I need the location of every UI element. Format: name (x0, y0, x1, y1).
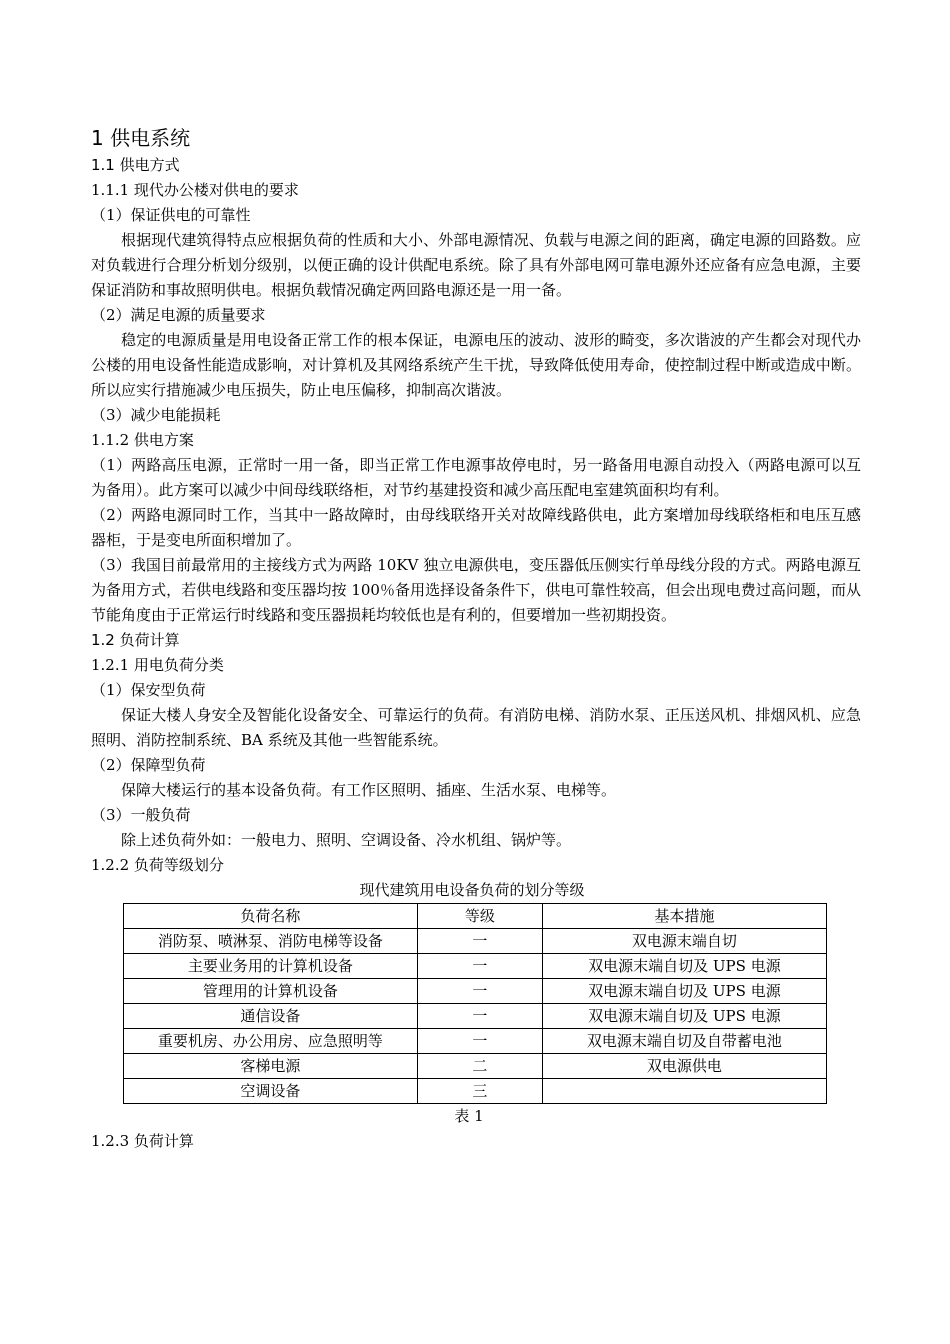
cell-load-name: 管理用的计算机设备 (124, 979, 418, 1004)
item-label: （2）保障型负荷 (91, 756, 206, 774)
header-grade: 等级 (417, 904, 542, 929)
cell-load-name: 主要业务用的计算机设备 (124, 954, 418, 979)
cell-load-name: 空调设备 (124, 1079, 418, 1104)
table-row (124, 929, 827, 954)
cell-grade: 一 (417, 1004, 542, 1029)
subsection-title: 1.1 供电方式 (91, 156, 180, 174)
table-row (124, 979, 827, 1004)
item-label: （2）满足电源的质量要求 (91, 306, 266, 324)
cell-load-name: 客梯电源 (124, 1054, 418, 1079)
cell-grade: 一 (417, 1029, 542, 1054)
table-header-row (124, 904, 827, 929)
table-footnote: 表 1 (454, 1107, 484, 1125)
table-row (124, 1004, 827, 1029)
cell-measure: 双电源末端自切及 UPS 电源 (542, 979, 826, 1004)
item-label: （1）保安型负荷 (91, 681, 206, 699)
cell-measure: 双电源末端自切及自带蓄电池 (542, 1029, 826, 1054)
table-row (124, 954, 827, 979)
table-row (124, 1054, 827, 1079)
cell-grade: 一 (417, 979, 542, 1004)
cell-grade: 一 (417, 929, 542, 954)
scheme-paragraph: （2）两路电源同时工作，当其中一路故障时，由母线联络开关对故障线路供电，此方案增加母线联络柜和电压互感器柜，于是变电所面积增加了。 (91, 506, 861, 549)
document-page (91, 124, 861, 1154)
item-body: 根据现代建筑得特点应根据负荷的性质和大小、外部电源情况、负载与电源之间的距离，确定电源的回路数。应对负载进行合理分析划分级别，以便正确的设计供配电系统。除了具有外部电网可靠电源外还应备有应急电源，主要保证消防和事故照明供电。根据负载情况确定两回路电源还是一用一备。 (91, 231, 861, 299)
subsubsection-title: 1.1.2 供电方案 (91, 431, 194, 449)
item-body: 保证大楼人身安全及智能化设备安全、可靠运行的负荷。有消防电梯、消防水泵、正压送风机、排烟风机、应急照明、消防控制系统、BA 系统及其他一些智能系统。 (91, 706, 861, 749)
cell-measure: 双电源末端自切及 UPS 电源 (542, 954, 826, 979)
scheme-paragraph: （1）两路高压电源，正常时一用一备，即当正常工作电源事故停电时，另一路备用电源自动投入（两路电源可以互为备用）。此方案可以减少中间母线联络柜，对节约基建投资和减少高压配电室建筑面积均有利。 (91, 456, 861, 499)
cell-grade: 一 (417, 954, 542, 979)
header-measure: 基本措施 (542, 904, 826, 929)
item-label: （3）减少电能损耗 (91, 406, 221, 424)
cell-load-name: 消防泵、喷淋泵、消防电梯等设备 (124, 929, 418, 954)
scheme-paragraph: （3）我国目前最常用的主接线方式为两路 10KV 独立电源供电，变压器低压侧实行单母线分段的方式。两路电源互为备用方式，若供电线路和变压器均按 100％备用选择设备条件下，供电可靠性较高，但会出现电费过高问题，而从节能角度由于正常运行时线路和变压器损耗均较低也是有利的，但要增加一些初期投资。 (91, 556, 861, 624)
cell-measure: 双电源末端自切及 UPS 电源 (542, 1004, 826, 1029)
cell-grade: 二 (417, 1054, 542, 1079)
subsubsection-title: 1.2.1 用电负荷分类 (91, 656, 224, 674)
subsubsection-title: 1.1.1 现代办公楼对供电的要求 (91, 181, 299, 199)
item-label: （1）保证供电的可靠性 (91, 206, 251, 224)
cell-measure (542, 1079, 826, 1104)
cell-measure: 双电源末端自切 (542, 929, 826, 954)
subsection-title: 1.2 负荷计算 (91, 631, 180, 649)
header-load-name: 负荷名称 (124, 904, 418, 929)
subsubsection-title: 1.2.2 负荷等级划分 (91, 856, 224, 874)
item-body: 保障大楼运行的基本设备负荷。有工作区照明、插座、生活水泵、电梯等。 (121, 781, 617, 799)
table-row (124, 1029, 827, 1054)
item-body: 除上述负荷外如：一般电力、照明、空调设备、冷水机组、锅炉等。 (121, 831, 572, 849)
cell-load-name: 重要机房、办公用房、应急照明等 (124, 1029, 418, 1054)
cell-grade: 三 (417, 1079, 542, 1104)
item-body: 稳定的电源质量是用电设备正常工作的根本保证，电源电压的波动、波形的畸变，多次谐波的产生都会对现代办公楼的用电设备性能造成影响，对计算机及其网络系统产生干扰，导致降低使用寿命，使控制过程中断或造成中断。所以应实行措施减少电压损失，防止电压偏移，抑制高次谐波。 (91, 331, 861, 399)
item-label: （3）一般负荷 (91, 806, 191, 824)
load-grade-table (123, 903, 827, 1104)
cell-load-name: 通信设备 (124, 1004, 418, 1029)
table-row (124, 1079, 827, 1104)
table-caption: 现代建筑用电设备负荷的划分等级 (359, 881, 585, 899)
subsubsection-title: 1.2.3 负荷计算 (91, 1132, 194, 1150)
section-title: 1 供电系统 (91, 126, 191, 150)
cell-measure: 双电源供电 (542, 1054, 826, 1079)
